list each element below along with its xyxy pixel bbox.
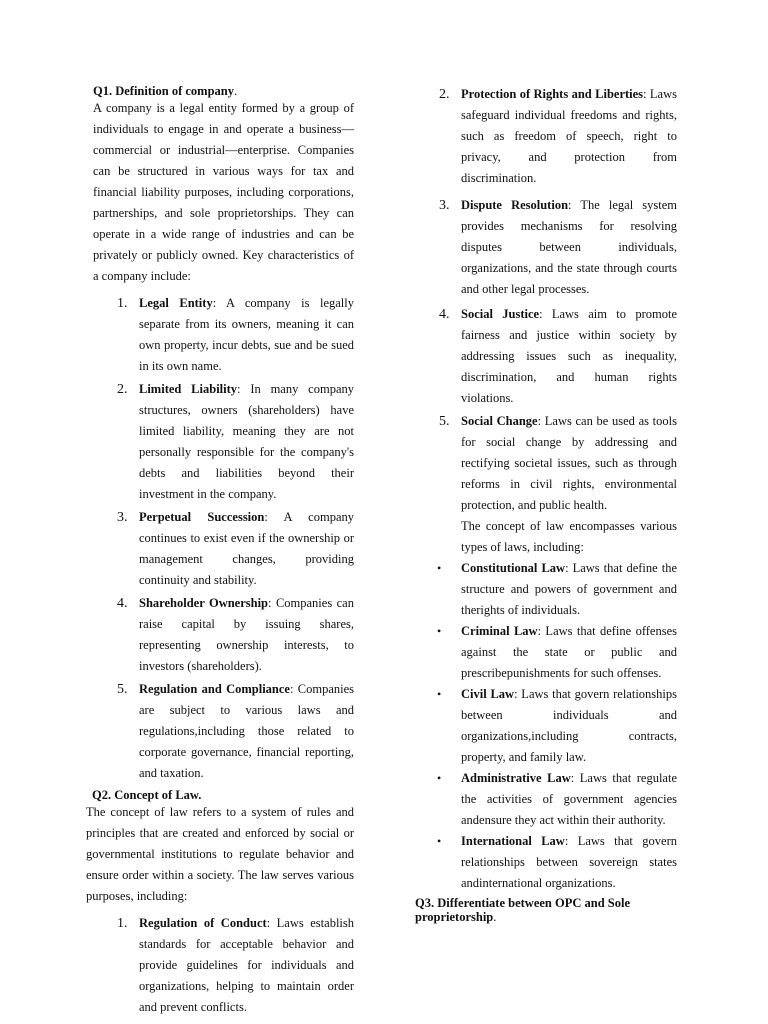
law-types-list	[415, 558, 677, 894]
right-column	[415, 84, 677, 924]
bullet-icon: •	[437, 624, 442, 638]
list-item: 5. Regulation and Compliance: Companies are subject to various laws and regulations,including those related to corporate governance, financial reporting, and taxation.	[117, 682, 354, 780]
q1-paragraph: A company is a legal entity formed by a group of individuals to engage in and operate a business—commercial or industrial—enterprise. Companies can be structured in various ways for tax and financial liability purposes, including corporations, partnerships, and sole proprietorships. They can operate in a wide range of industries and can be privately or publicly owned. Key characteristics of a company include:	[93, 101, 354, 283]
list-item: • Constitutional Law: Laws that define the structure and powers of government and therights of individuals.	[415, 558, 677, 621]
list-item: 3. Dispute Resolution: The legal system provides mechanisms for resolving disputes between individuals, organizations, and the state through courts and other legal processes.	[439, 198, 677, 296]
list-item: 2. Limited Liability: In many company structures, owners (shareholders) have limited liability, meaning they are not personally responsible for the company's debts and liabilities beyond their investment in the company.	[117, 382, 354, 501]
law-types-intro: The concept of law encompasses various types of laws, including:	[461, 519, 677, 554]
bullet-icon: •	[437, 561, 442, 575]
list-item: • Administrative Law: Laws that regulate the activities of government agencies andensure they act within their authority.	[415, 768, 677, 831]
list-item: • Criminal Law: Laws that define offenses against the state or public and prescribepunishments for such offenses.	[415, 621, 677, 684]
law-purposes-list-continued	[415, 84, 677, 516]
bullet-icon: •	[437, 687, 442, 701]
list-item: 4. Shareholder Ownership: Companies can raise capital by issuing shares, representing ownership interests, to investors (shareholders).	[117, 596, 354, 673]
left-column	[86, 84, 355, 1018]
q2-heading: Q2. Concept of Law.	[92, 788, 202, 802]
law-purposes-list	[93, 913, 354, 1018]
list-item: 1. Regulation of Conduct: Laws establish standards for acceptable behavior and provide guidelines for individuals and organizations, helping to maintain order and prevent conflicts.	[117, 916, 355, 1014]
q1-heading: Q1. Definition of company.	[93, 84, 238, 98]
q2-paragraph: The concept of law refers to a system of rules and principles that are created and enforced by social or governmental institutions to regulate behavior and ensure order within a society. The law serves various purposes, including:	[86, 805, 354, 903]
bullet-icon: •	[437, 834, 442, 848]
list-item: 3. Perpetual Succession: A company continues to exist even if the ownership or management changes, providing continuity and stability.	[117, 510, 354, 587]
bullet-icon: •	[437, 771, 442, 785]
list-item: • Civil Law: Laws that govern relationships between individuals and organizations,including contracts, property, and family law.	[415, 684, 677, 768]
q3-heading: Q3. Differentiate between OPC and Sole proprietorship.	[415, 896, 631, 924]
list-item: 1. Legal Entity: A company is legally separate from its owners, meaning it can own property, incur debts, sue and be sued in its own name.	[117, 296, 354, 373]
list-item: 5. Social Change: Laws can be used as tools for social change by addressing and rectifying societal issues, such as through reforms in civil rights, environmental protection, and public health.	[439, 414, 677, 512]
list-item: 4. Social Justice: Laws aim to promote fairness and justice within society by addressing issues such as inequality, discrimination, and human rights violations.	[439, 307, 677, 405]
list-item: • International Law: Laws that govern relationships between sovereign states andinternational organizations.	[415, 831, 677, 894]
q2-section	[86, 788, 354, 1018]
list-item: 2. Protection of Rights and Liberties: Laws safeguard individual freedoms and rights, such as freedom of speech, right to privacy, and protection from discrimination.	[439, 87, 677, 185]
q1-characteristics-list	[93, 293, 354, 784]
